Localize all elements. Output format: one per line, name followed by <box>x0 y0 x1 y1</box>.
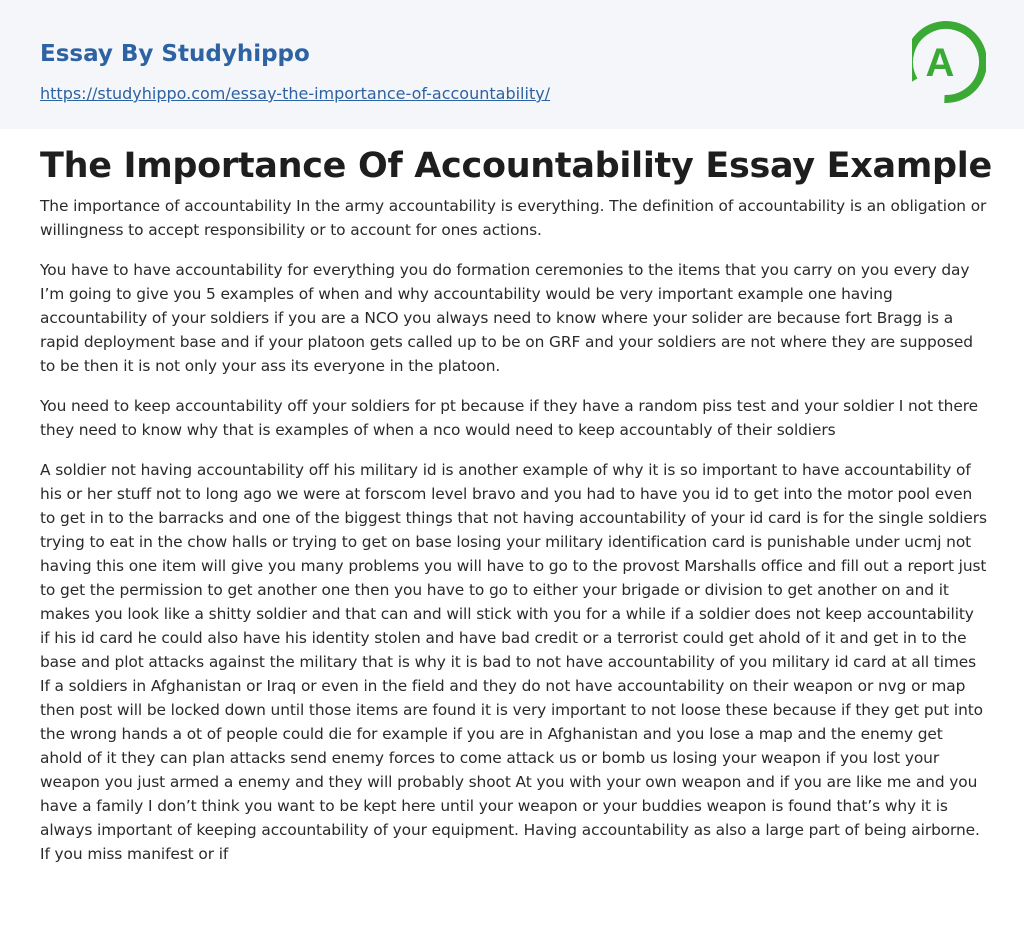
essay-paragraph: You have to have accountability for everything you do formation ceremonies to the items that you carry on you every day I’m going to give you 5 examples of when and why accountability would be very important example one having accountability of your soldiers if you are a NCO you always need to know where your solider are because fort Bragg is a rapid deployment base and if your platoon gets called up to be on GRF and your soldiers are not where they are supposed to be then it is not only your ass its everyone in the platoon. <box>40 261 973 375</box>
essay-paragraph: You need to keep accountability off your soldiers for pt because if they have a random piss test and your soldier I not there they need to know why that is examples of when a nco would need to keep accountably of their soldiers <box>40 397 978 439</box>
letter-a-logo-icon <box>912 18 986 106</box>
logo-letter: A <box>925 41 955 85</box>
essay-paragraph: The importance of accountability In the army accountability is everything. The definition of accountability is an obligation or willingness to accept responsibility or to account for ones actions. <box>40 197 987 239</box>
studyhippo-logo[interactable] <box>912 18 986 106</box>
essay-body <box>40 194 987 882</box>
essay-paragraph: A soldier not having accountability off his military id is another example of why it is so important to have accountability of his or her stuff not to long ago we were at forscom level bravo and you had to have you id to get into the motor pool even to get in to the barracks and one of the biggest things that not having accountability of your id card is for the single soldiers trying to eat in the chow halls or trying to get on base losing your military identification card is punishable under ucmj not having this one item will give you many problems you will have to go to the provost Marshalls office and fill out a report just to get the permission to get another one then you have to go to either your brigade or division to get another on and it makes you look like a shitty soldier and that can and will stick with you for a while if a soldier does not keep accountability if his id card he could also have his identity stolen and have bad credit or a terrorist could get ahold of it and get in to the base and plot attacks against the military that is why it is bad to not have accountability of you military id card at all times If a soldiers in Afghanistan or Iraq or even in the field and they do not have accountability on their weapon or nvg or map then post will be locked down until those items are found it is very important to not loose these because if they get put into the wrong hands a ot of people could die for example if you are in Afghanistan and you lose a map and the enemy get ahold of it they can plan attacks send enemy forces to come attack us or bomb us losing your weapon if you lost your weapon you just armed a enemy and they will probably shoot At you with your own weapon and if you are like me and you have a family I don’t think you want to be kept here until your weapon or your buddies weapon is found that’s why it is always important of keeping accountability of your equipment. Having accountability as also a large part of being airborne. If you miss manifest or if <box>40 461 987 863</box>
essay-title: The Importance Of Accountability Essay Example <box>40 146 992 186</box>
site-title[interactable]: Essay By Studyhippo <box>40 41 310 67</box>
site-header <box>0 0 1024 129</box>
page-url-link[interactable]: https://studyhippo.com/essay-the-importance-of-accountability/ <box>40 84 551 103</box>
